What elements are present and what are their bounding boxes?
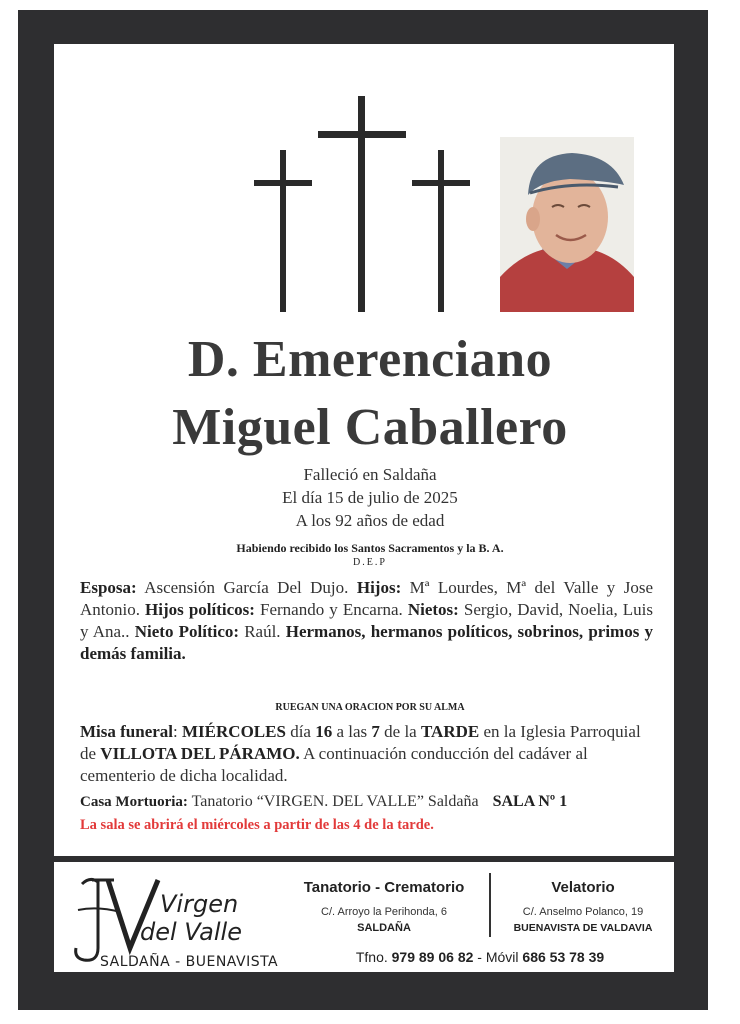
mortuary-label: Casa Mortuoria: — [80, 794, 188, 810]
three-crosses-icon — [250, 96, 480, 312]
grandchildren-names: Sergio, David, Noelia, Luis y Ana.. — [80, 600, 653, 641]
contact-phones — [290, 949, 670, 965]
grandchild-in-law-label: Nieto Político: — [134, 622, 240, 641]
death-place: Falleció en Saldaña — [303, 465, 437, 484]
room-opening-notice: La sala se abrirá el miércoles a partir de las 4 de la tarde. — [80, 817, 434, 833]
logo-towns: SALDAÑA - BUENAVISTA — [100, 954, 278, 970]
funeral-date: 16 — [315, 722, 333, 741]
funeral-day: MIÉRCOLES — [182, 722, 286, 741]
virgen-del-valle-logo — [68, 870, 278, 970]
footer-divider — [489, 873, 491, 937]
grandchild-in-law-name: Raúl. — [244, 622, 281, 641]
mortuary-line — [80, 791, 653, 813]
other-relatives: Hermanos, hermanos políticos, sobrinos, primos y demás familia. — [80, 622, 653, 663]
funeral-colon: : — [173, 722, 178, 741]
phone-number[interactable]: 979 89 06 82 — [391, 949, 474, 965]
family-list — [80, 577, 653, 665]
funeral-text-3: de la — [384, 722, 417, 741]
tanatorio-address: C/. Arroyo la Perihonda, 6 — [321, 906, 447, 918]
phone-label: Tfno. — [355, 949, 388, 965]
logo-text-line1: Virgen — [160, 890, 239, 918]
mortuary-text: Tanatorio “VIRGEN. DEL VALLE” Saldaña — [191, 793, 479, 810]
mortuary-room: SALA Nº 1 — [492, 793, 568, 810]
children-in-law-label: Hijos políticos: — [145, 600, 255, 619]
funeral-hour: 7 — [371, 722, 380, 741]
funeral-text-4: en la Iglesia Parroquial de — [80, 722, 641, 763]
velatorio-town: BUENAVISTA DE VALDAVIA — [513, 922, 653, 934]
tanatorio-town: SALDAÑA — [357, 922, 411, 934]
logo-text-line2: del Valle — [140, 918, 242, 946]
funeral-text-1: día — [290, 722, 311, 741]
spouse-label: Esposa: — [80, 578, 137, 597]
dep-note: D.E.P — [353, 557, 387, 568]
funeral-text-5: A continuación conducción del cadáver al cementerio de dicha localidad. — [80, 744, 588, 785]
age: A los 92 años de edad — [295, 511, 445, 530]
children-names: Mª Lourdes, Mª del Valle y Jose Antonio. — [80, 578, 654, 619]
funeral-time-of-day: TARDE — [420, 722, 480, 741]
mobile-label: - Móvil — [477, 949, 519, 965]
funeral-label: Misa funeral — [80, 722, 174, 741]
funeral-place: VILLOTA DEL PÁRAMO. — [100, 744, 300, 763]
velatorio-address: C/. Anselmo Polanco, 19 — [522, 906, 644, 918]
deceased-name-line1: D. Emerenciano — [187, 331, 553, 388]
spouse-name: Ascensión García Del Dujo. — [144, 578, 349, 597]
sacraments-note: Habiendo recibido los Santos Sacramentos y la B. A. — [236, 541, 504, 555]
children-label: Hijos: — [356, 578, 402, 597]
funeral-text-2: a las — [336, 722, 368, 741]
grandchildren-label: Nietos: — [407, 600, 459, 619]
tanatorio-title: Tanatorio - Crematorio — [303, 879, 465, 896]
prayer-request: RUEGAN UNA ORACION POR SU ALMA — [275, 702, 465, 713]
portrait-photo — [500, 137, 634, 312]
funeral-details — [80, 721, 653, 787]
death-date: El día 15 de julio de 2025 — [282, 488, 458, 507]
deceased-name-line2: Miguel Caballero — [172, 399, 568, 456]
velatorio-title: Velatorio — [551, 879, 615, 896]
children-in-law-names: Fernando y Encarna. — [260, 600, 403, 619]
mobile-number[interactable]: 686 53 78 39 — [522, 949, 605, 965]
